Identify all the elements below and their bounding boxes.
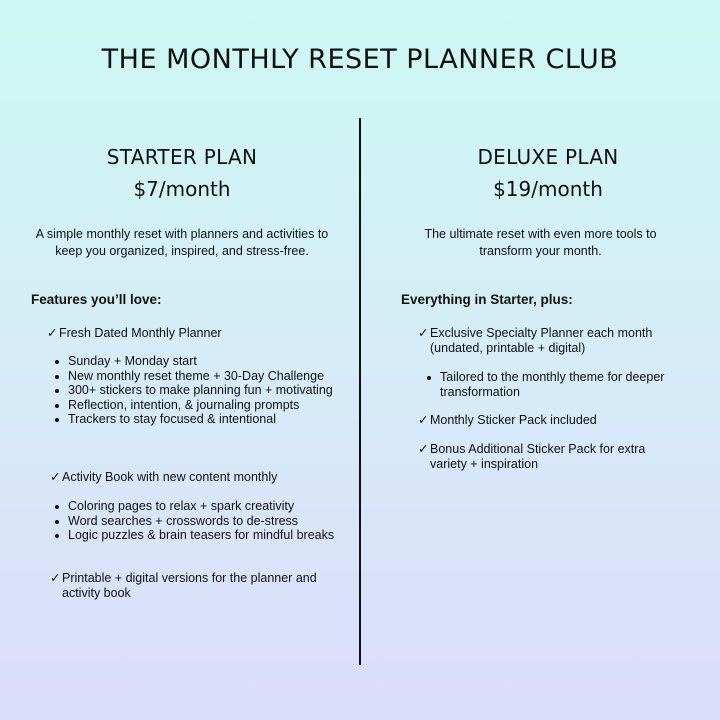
deluxe-plan-description: The ultimate reset with even more tools to transform your month. <box>424 227 657 258</box>
starter-activity-sublist <box>46 499 336 543</box>
feature-label: Fresh Dated Monthly Planner <box>59 326 222 340</box>
feature-label: Printable + digital versions for the planner and activity book <box>62 571 317 600</box>
starter-feature-planner <box>47 326 337 341</box>
list-item: Logic puzzles & brain teasers for mindful breaks <box>46 528 336 543</box>
list-item: Sunday + Monday start <box>46 354 336 369</box>
deluxe-feature-sticker-pack <box>418 413 688 428</box>
list-item: New monthly reset theme + 30-Day Challenge <box>46 369 336 384</box>
deluxe-plan-name: DELUXE PLAN <box>477 145 619 169</box>
deluxe-features-heading: Everything in Starter, plus: <box>401 292 573 307</box>
check-icon: ✓ <box>47 326 58 340</box>
check-icon: ✓ <box>418 326 429 340</box>
list-item: Reflection, intention, & journaling prompts <box>46 398 336 413</box>
check-icon: ✓ <box>418 413 429 427</box>
deluxe-feature-specialty-planner <box>418 326 683 355</box>
check-icon: ✓ <box>50 571 61 585</box>
list-item: 300+ stickers to make planning fun + motivating <box>46 383 336 398</box>
list-item: Coloring pages to relax + spark creativity <box>46 499 336 514</box>
check-icon: ✓ <box>418 442 429 456</box>
deluxe-specialty-sublist <box>418 370 703 399</box>
deluxe-plan-price: $19/month <box>493 177 603 201</box>
feature-label: Activity Book with new content monthly <box>62 470 278 484</box>
deluxe-feature-bonus-sticker-pack <box>418 442 683 471</box>
list-item: Trackers to stay focused & intentional <box>46 412 336 427</box>
list-item: Tailored to the monthly theme for deeper transformation <box>418 370 703 399</box>
starter-features-heading: Features you’ll love: <box>31 292 162 307</box>
starter-plan-name: STARTER PLAN <box>106 145 258 169</box>
column-divider <box>359 118 361 665</box>
starter-planner-sublist <box>46 354 336 427</box>
starter-plan-price: $7/month <box>133 177 231 201</box>
feature-label: Bonus Additional Sticker Pack for extra variety + inspiration <box>430 442 646 471</box>
page-title: THE MONTHLY RESET PLANNER CLUB <box>101 44 619 75</box>
starter-feature-activity-book <box>50 470 340 485</box>
check-icon: ✓ <box>50 470 61 484</box>
starter-feature-printable <box>50 571 325 600</box>
list-item: Word searches + crosswords to de-stress <box>46 514 336 529</box>
starter-plan-description: A simple monthly reset with planners and activities to keep you organized, inspired, and stress-free. <box>35 227 329 258</box>
feature-label: Monthly Sticker Pack included <box>430 413 597 427</box>
feature-label: Exclusive Specialty Planner each month (undated, printable + digital) <box>430 326 653 355</box>
